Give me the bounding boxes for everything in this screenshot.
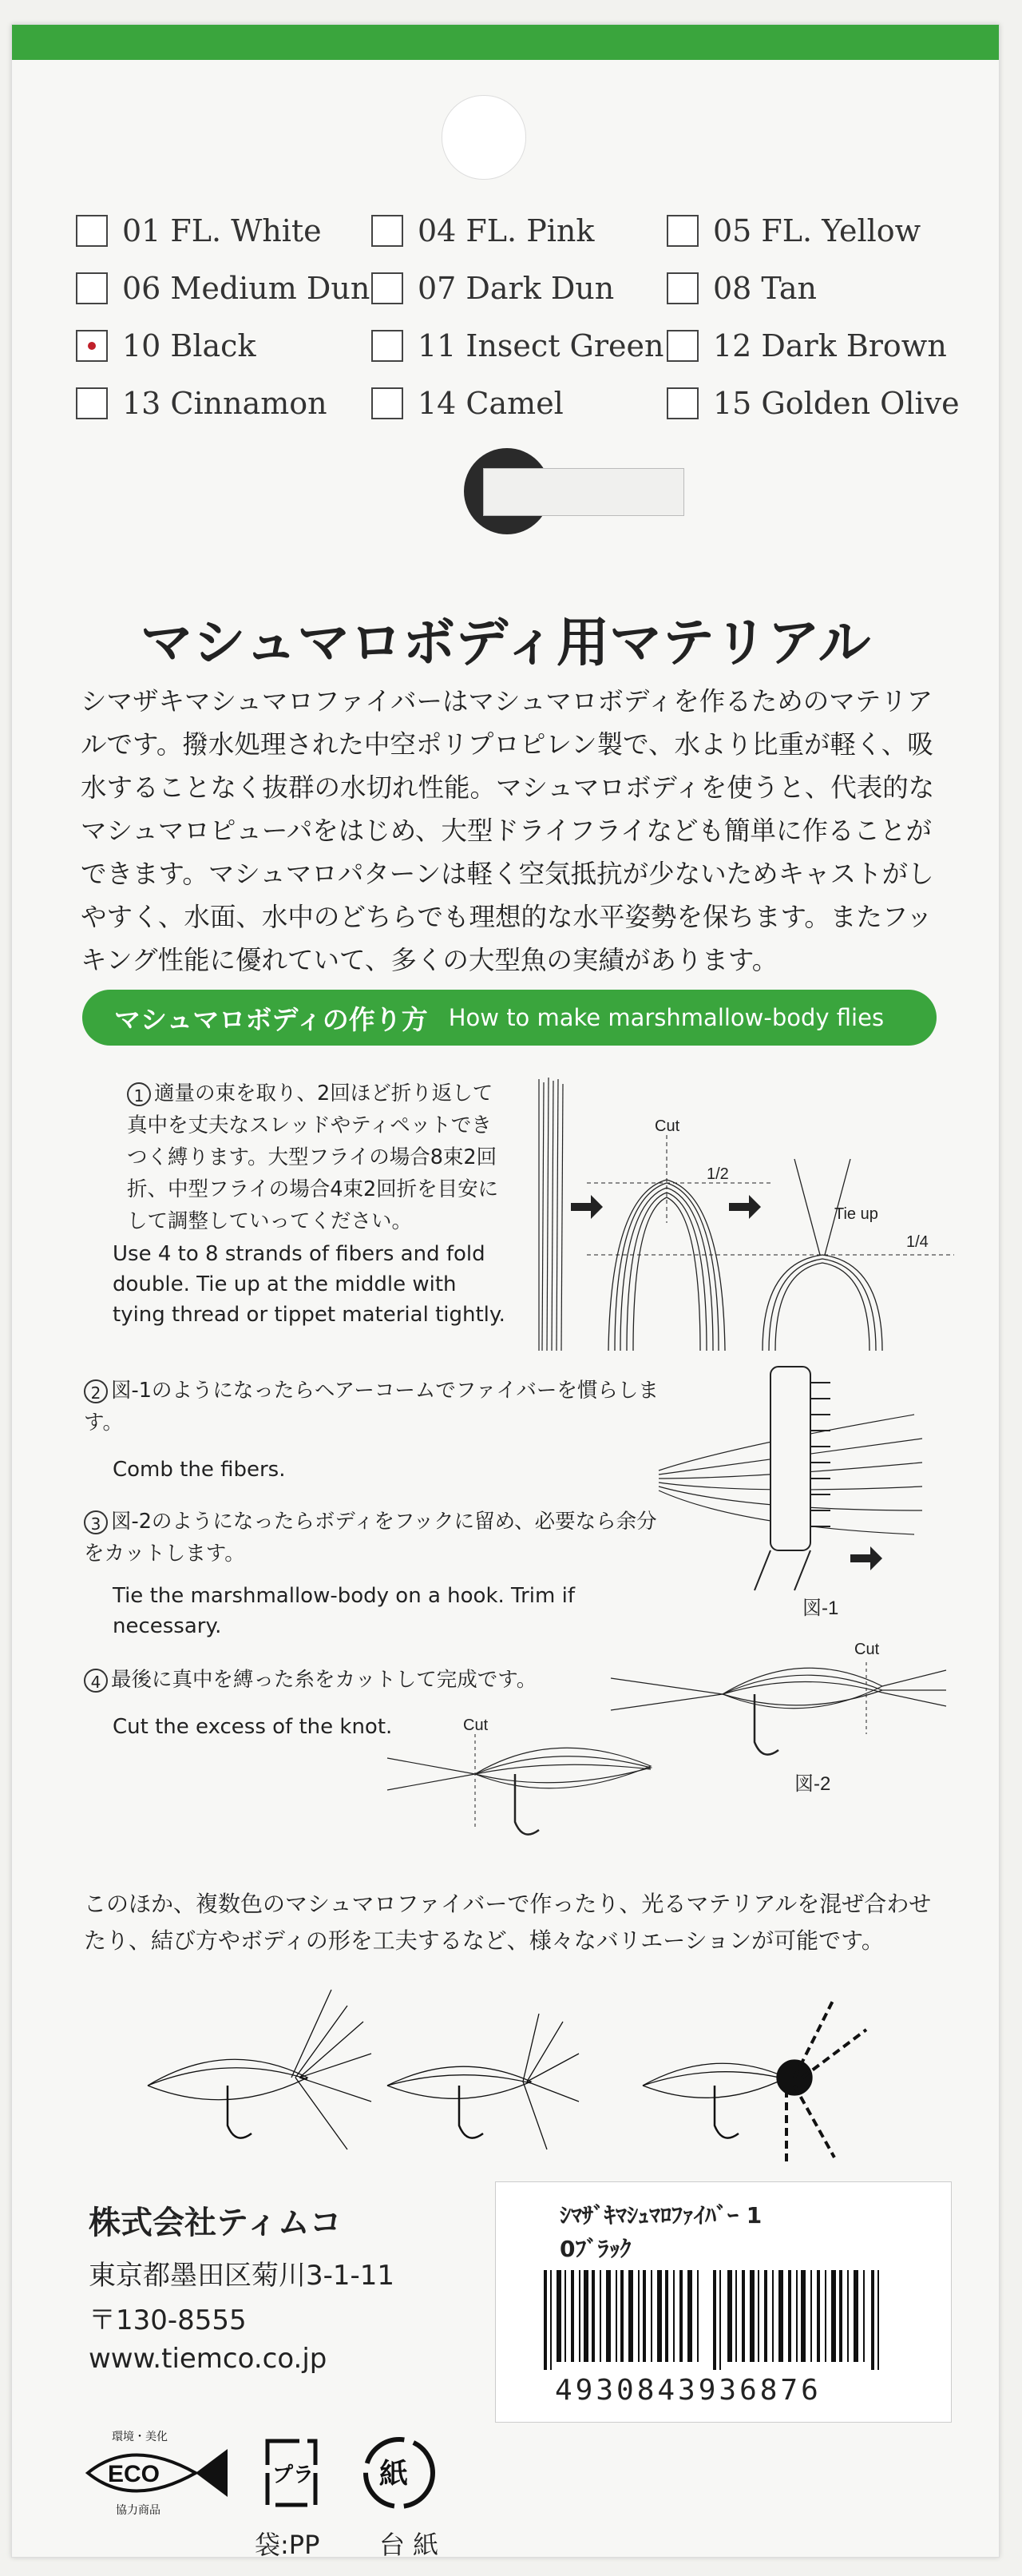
step-3-ja (84, 1506, 675, 1570)
color-label: 14 Camel (418, 386, 564, 421)
hook-icon (515, 1774, 539, 1835)
company-name: 株式会社ティムコ (89, 2205, 342, 2241)
step-4-ja (84, 1664, 643, 1696)
step-number: 3 (84, 1510, 108, 1534)
pp-recycle-icon (252, 2429, 331, 2517)
color-label: 13 Cinnamon (122, 386, 327, 421)
color-label: 12 Dark Brown (713, 328, 947, 363)
finished-fly-diagram (379, 1718, 683, 1854)
step-text: 図-2のようになったらボディをフックに留め、必要なら余分をカットします。 (84, 1510, 657, 1566)
checkbox[interactable] (371, 330, 403, 362)
barcode-label (495, 2181, 952, 2423)
checkbox-checked[interactable] (76, 330, 108, 362)
step-text: 最後に真中を縛った糸をカットして完成です。 (111, 1668, 537, 1692)
cut-label: Cut (463, 1718, 489, 1734)
checkbox[interactable] (667, 215, 699, 247)
barcode-bars (544, 2270, 895, 2370)
green-top-bar (12, 25, 999, 60)
straight-fibers (539, 1078, 563, 1351)
step-2-en: Comb the fibers. (113, 1458, 286, 1482)
fly-3-icon (643, 1998, 866, 2165)
paper-recycle-icon (355, 2429, 443, 2517)
arrow-right-icon (850, 1546, 882, 1570)
arrow-right-icon (571, 1195, 603, 1219)
fly-examples (132, 1966, 930, 2173)
checkbox[interactable] (76, 387, 108, 419)
comb-handle (755, 1550, 810, 1590)
barcode-product-line1: ｼﾏｻﾞｷﾏｼｭﾏﾛﾌｧｲﾊﾞｰ 1 (560, 2202, 763, 2229)
finished-body (387, 1748, 651, 1790)
color-item-04[interactable] (371, 208, 594, 253)
color-item-06[interactable] (76, 266, 370, 311)
comb-diagram (651, 1351, 970, 1622)
comb-icon (770, 1367, 810, 1550)
step-text: 適量の束を取り、2回ほど折り返して真中を丈夫なスレッドやティペットできつく縛ります。大型フライの場合8束2回折、中型フライの場合4束2回折を目安にして調整していってください。 (127, 1082, 499, 1233)
step-text: 図-1のようになったらヘアーコームでファイバーを慣らします。 (84, 1379, 659, 1435)
half-label: 1/2 (707, 1165, 729, 1183)
cut-label: Cut (854, 1641, 880, 1658)
intro-text: シマザキマシュマロファイバーはマシュマロボディを作るためのマテリアルです。撥水処理された中空ポリプロピレン製で、水より比重が軽く、吸水することなく抜群の水切れ性能。マシュマロボディを使うと、代表的なマシュマロピューパをはじめ、大型ドライフライなども簡単に作ることができます。マシュマロパターンは軽く空気抵抗が少ないためキャストがしやすく、水面、水中のどちらでも理想的な水平姿勢を保ちます。またフッキング性能に優れていて、多くの大型魚の実績があります。 (81, 686, 935, 975)
color-item-14[interactable] (371, 381, 564, 426)
checkbox[interactable] (667, 272, 699, 304)
hang-hole (442, 95, 526, 180)
color-item-01[interactable] (76, 208, 322, 253)
eco-fish-icon (76, 2429, 236, 2517)
color-label: 11 Insect Green (418, 328, 664, 363)
board-material-label: 台 紙 (379, 2530, 439, 2560)
paper-mark: 紙 (379, 2458, 409, 2491)
color-item-08[interactable] (667, 266, 817, 311)
barcode-product-line2: 0ﾌﾞﾗｯｸ (560, 2236, 632, 2262)
checkbox[interactable] (371, 215, 403, 247)
bag-material-label: 袋:PP (255, 2530, 320, 2560)
step-2-ja (84, 1375, 659, 1439)
color-label: 08 Tan (713, 271, 817, 306)
step-number: 4 (84, 1669, 108, 1693)
company-zip: 〒130-8555 (89, 2304, 247, 2336)
folding-diagram (523, 1063, 970, 1367)
step-4-en: Cut the excess of the knot. (113, 1715, 393, 1739)
color-item-07[interactable] (371, 266, 614, 311)
fly-2-icon (387, 2014, 579, 2149)
color-item-11[interactable] (371, 323, 664, 368)
product-title: マシュマロボディ用マテリアル (140, 612, 871, 673)
howto-title-ja: マシュマロボディの作り方 (114, 1003, 428, 1035)
color-label: 05 FL. Yellow (713, 213, 921, 248)
fig2-label: 図-2 (794, 1773, 831, 1795)
cut-label: Cut (655, 1117, 680, 1135)
checkbox[interactable] (76, 215, 108, 247)
checkbox[interactable] (371, 272, 403, 304)
step-1-ja (127, 1078, 510, 1237)
color-item-10[interactable] (76, 323, 256, 368)
color-label: 01 FL. White (122, 213, 322, 248)
color-label: 06 Medium Dun (122, 271, 370, 306)
color-item-05[interactable] (667, 208, 921, 253)
company-address: 東京都墨田区菊川3-1-11 (89, 2260, 395, 2292)
company-url[interactable]: www.tiemco.co.jp (89, 2343, 327, 2375)
measure-lines (587, 1135, 954, 1255)
color-label: 15 Golden Olive (713, 386, 960, 421)
fig1-label: 図-1 (802, 1598, 839, 1619)
tied-fibers (763, 1159, 882, 1351)
step-number: 1 (127, 1082, 151, 1106)
checkbox[interactable] (76, 272, 108, 304)
fly-1-icon (148, 1990, 371, 2149)
checkbox[interactable] (667, 330, 699, 362)
step-number: 2 (84, 1379, 108, 1403)
step-3-en: Tie the marshmallow-body on a hook. Trim if necessary. (113, 1584, 575, 1638)
color-label: 07 Dark Dun (418, 271, 615, 306)
eco-logos (76, 2429, 491, 2565)
package-card (11, 24, 1000, 2558)
checkbox[interactable] (371, 387, 403, 419)
color-item-13[interactable] (76, 381, 327, 426)
color-item-12[interactable] (667, 323, 947, 368)
howto-header (82, 990, 937, 1046)
folded-fibers (608, 1180, 725, 1351)
eco-bottom-label: 協力商品 (116, 2504, 160, 2517)
eco-top-label: 環境・美化 (112, 2431, 168, 2443)
howto-title-en: How to make marshmallow-body flies (448, 1004, 885, 1031)
barcode-number: 4930843936876 (555, 2374, 822, 2407)
fiber-sample (483, 468, 684, 516)
tie-up-label: Tie up (834, 1205, 878, 1223)
checkbox[interactable] (667, 387, 699, 419)
svg-text:ECO: ECO (108, 2461, 160, 2487)
comb-teeth (810, 1383, 830, 1526)
body-fibers (611, 1668, 946, 1710)
arrow-right-icon (729, 1195, 761, 1219)
variations-text: このほか、複数色のマシュマロファイバーで作ったり、光るマテリアルを混ぜ合わせたり、結び方やボディの形を工夫するなど、様々なバリエーションが可能です。 (84, 1891, 932, 1954)
pp-mark: プラ (272, 2463, 315, 2487)
step-1-en: Use 4 to 8 strands of fibers and fold double. Tie up at the middle with tying thread or tippet material tightly. (113, 1242, 505, 1327)
color-label: 10 Black (122, 328, 256, 363)
quarter-label: 1/4 (906, 1233, 929, 1251)
color-item-15[interactable] (667, 381, 960, 426)
color-label: 04 FL. Pink (418, 213, 595, 248)
